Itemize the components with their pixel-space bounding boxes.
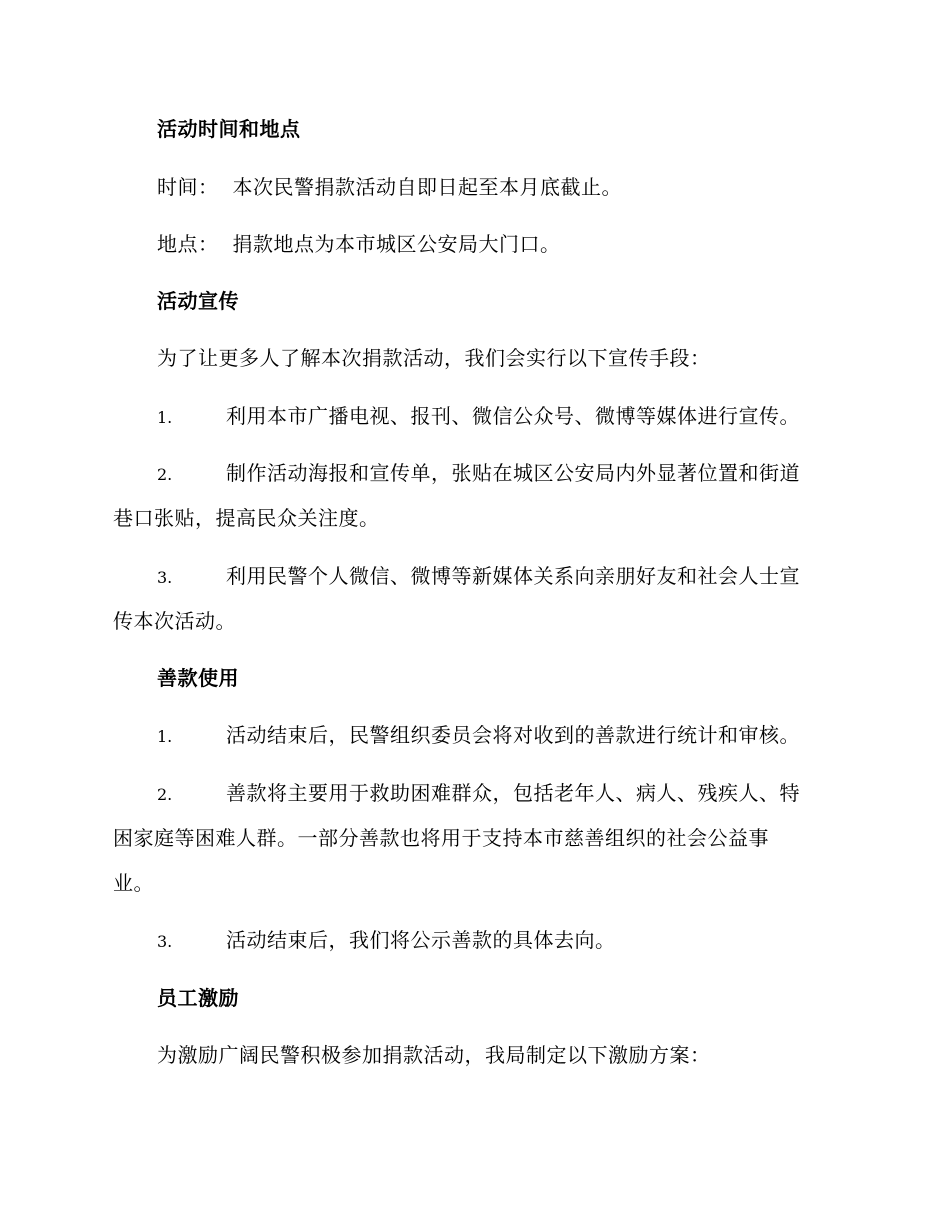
list-item-text-continued: 业。	[113, 871, 154, 895]
promotion-intro: 为了让更多人了解本次捐款活动，我们会实行以下宣传手段：	[157, 346, 711, 370]
time-label: 时间：	[157, 175, 219, 199]
list-item-number: 2.	[157, 785, 173, 804]
section-heading-time-place: 活动时间和地点	[157, 117, 301, 141]
list-item-number: 1.	[157, 408, 173, 427]
section-heading-incentive: 员工激励	[157, 986, 239, 1010]
incentive-intro: 为激励广阔民警积极参加捐款活动，我局制定以下激励方案：	[157, 1043, 711, 1067]
place-value: 捐款地点为本市城区公安局大门口。	[232, 232, 561, 256]
list-item-number: 2.	[157, 465, 173, 484]
time-value: 本次民警捐款活动自即日起至本月底截止。	[232, 175, 622, 199]
place-line	[157, 232, 887, 256]
list-item-text-continued: 巷口张贴，提高民众关注度。	[113, 506, 380, 530]
list-item-text-continued: 困家庭等困难人群。一部分善款也将用于支持本市慈善组织的社会公益事	[113, 826, 769, 850]
list-item-number: 3.	[157, 932, 173, 951]
list-item-text: 利用民警个人微信、微博等新媒体关系向亲朋好友和社会人士宣	[226, 564, 800, 588]
list-item-text-continued: 传本次活动。	[113, 609, 236, 633]
section-heading-donation-use: 善款使用	[157, 666, 239, 690]
list-item-text: 利用本市广播电视、报刊、微信公众号、微博等媒体进行宣传。	[226, 404, 800, 428]
list-item-text: 善款将主要用于救助困难群众，包括老年人、病人、残疾人、特	[226, 781, 800, 805]
list-item-text: 活动结束后，民警组织委员会将对收到的善款进行统计和审核。	[226, 723, 800, 747]
place-label: 地点：	[157, 232, 219, 256]
time-line	[157, 175, 887, 199]
list-item-text: 制作活动海报和宣传单，张贴在城区公安局内外显著位置和街道	[226, 461, 800, 485]
section-heading-promotion: 活动宣传	[157, 289, 239, 313]
list-item-number: 3.	[157, 568, 173, 587]
list-item-number: 1.	[157, 727, 173, 746]
list-item-text: 活动结束后，我们将公示善款的具体去向。	[226, 928, 616, 952]
